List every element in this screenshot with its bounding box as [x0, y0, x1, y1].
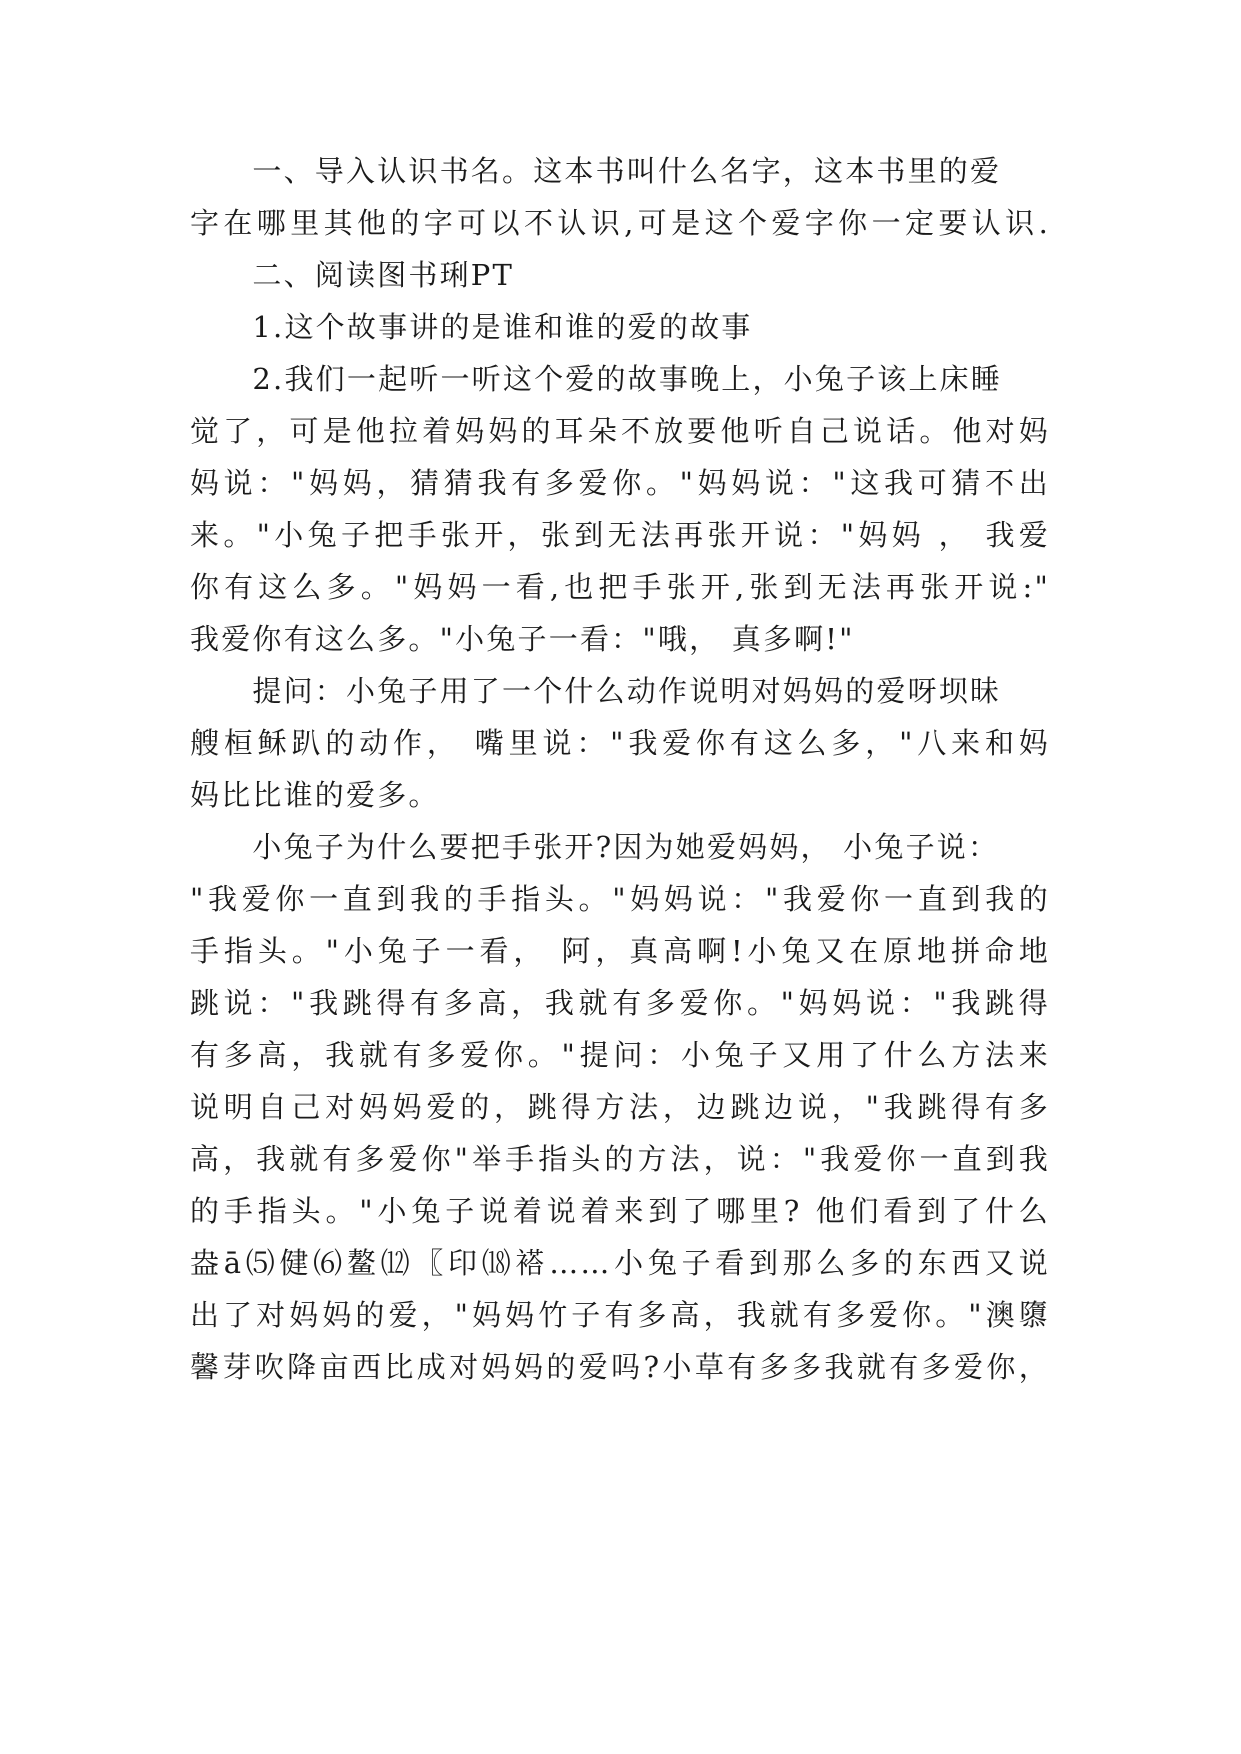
text-line: 妈说："妈妈，猜猜我有多爱你。"妈妈说："这我可猜不出 — [190, 466, 1050, 500]
text-line: 艘桓稣趴的动作， 嘴里说："我爱你有这么多，"八来和妈 — [190, 726, 1050, 760]
text-line: 高，我就有多爱你"举手指头的方法，说："我爱你一直到我 — [190, 1142, 1050, 1176]
text-line: 馨芽吹降亩西比成对妈妈的爱吗?小草有多多我就有多爱你， — [190, 1350, 1050, 1384]
text-line: 盎ā⑸健⑹鳌⑿〖印⒅褡……小兔子看到那么多的东西又说 — [190, 1246, 1050, 1280]
text-line: 说明自己对妈妈爱的，跳得方法，边跳边说，"我跳得有多 — [190, 1090, 1050, 1124]
text-line: 我爱你有这么多。"小兔子一看："哦， 真多啊!" — [190, 622, 855, 656]
text-line: 跳说："我跳得有多高，我就有多爱你。"妈妈说："我跳得 — [190, 986, 1050, 1020]
text-line: 有多高，我就有多爱你。"提问：小兔子又用了什么方法来 — [190, 1038, 1050, 1072]
text-line: "我爱你一直到我的手指头。"妈妈说："我爱你一直到我的 — [190, 882, 1050, 916]
text-line: 的手指头。"小兔子说着说着来到了哪里? 他们看到了什么 — [190, 1194, 1050, 1228]
text-line: 一、导入认识书名。这本书叫什么名字，这本书里的爱 — [190, 154, 1002, 188]
text-line: 来。"小兔子把手张开，张到无法再张开说："妈妈 ， 我爱 — [190, 518, 1050, 552]
text-line: 1.这个故事讲的是谁和谁的爱的故事 — [190, 310, 753, 344]
text-line: 小兔子为什么要把手张开?因为她爱妈妈， 小兔子说： — [190, 830, 1000, 864]
text-line: 手指头。"小兔子一看， 阿，真高啊!小兔又在原地拼命地 — [190, 934, 1050, 968]
text-line: 出了对妈妈的爱，"妈妈竹子有多高，我就有多爱你。"澳隳 — [190, 1298, 1050, 1332]
text-line: 提问：小兔子用了一个什么动作说明对妈妈的爱呀坝昧 — [190, 674, 1002, 708]
text-line: 2.我们一起听一听这个爱的故事晚上，小兔子该上床睡 — [190, 362, 1003, 396]
text-line: 觉了，可是他拉着妈妈的耳朵不放要他听自己说话。他对妈 — [190, 414, 1050, 448]
text-line: 妈比比谁的爱多。 — [190, 778, 440, 812]
text-line: 字在哪里其他的字可以不认识,可是这个爱字你一定要认识. — [190, 206, 1050, 240]
text-line: 你有这么多。"妈妈一看,也把手张开,张到无法再张开说:" — [190, 570, 1050, 604]
text-line: 二、阅读图书琍PT — [190, 258, 515, 292]
